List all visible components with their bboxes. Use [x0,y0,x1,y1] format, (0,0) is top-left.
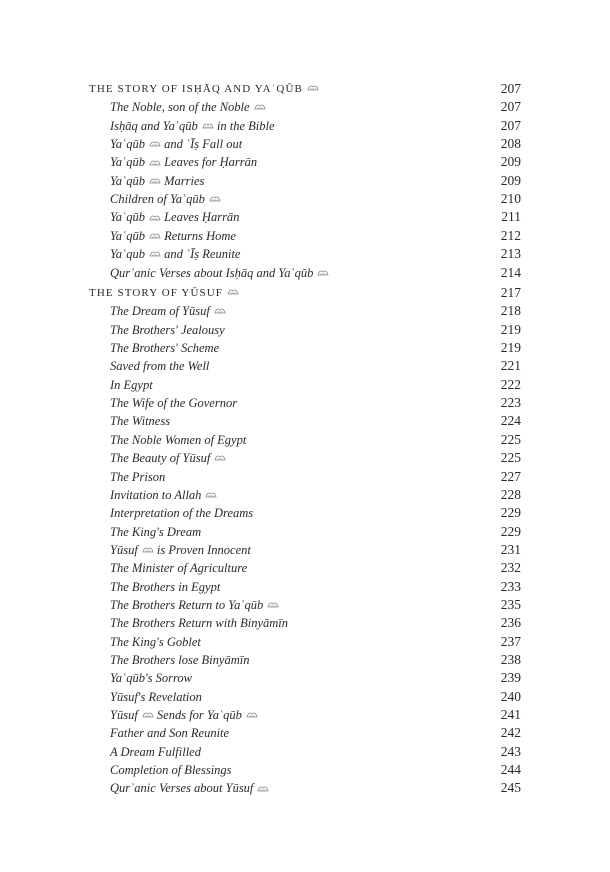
toc-entry[interactable] [0,190,610,208]
toc-entry-page-number: 221 [500,358,521,374]
honorific-glyph-icon [254,103,266,111]
honorific-glyph-icon [267,601,279,609]
toc-entry-title: The King's Dream [110,524,202,539]
toc-entry[interactable] [0,412,610,430]
toc-entry-title: Yaʿqūb Marries [110,173,205,188]
toc-entry-page-number: 238 [500,652,521,667]
toc-entry-page-number: 222 [500,376,521,392]
toc-entry-page-number: 232 [500,560,521,576]
toc-section-heading[interactable] [0,80,610,98]
toc-entry[interactable] [0,706,610,724]
honorific-glyph-icon [214,454,226,462]
toc-entry-title: The Dream of Yūsuf [110,302,226,320]
toc-entry-page-number: 231 [500,541,521,557]
honorific-glyph-icon [142,711,154,719]
honorific-glyph-icon [149,214,161,222]
toc-entry-title: Children of Yaʿqūb [110,190,221,208]
toc-entry-title: The Brothers lose Binyāmīn [110,653,250,667]
toc-entry-title: Yūsuf Sends for Yaʿqūb [110,706,258,724]
honorific-glyph-icon [246,711,258,719]
toc-entry[interactable] [0,172,610,190]
toc-entry-page-number: 239 [500,670,521,686]
toc-entry[interactable] [0,468,610,486]
honorific-glyph-icon [205,491,217,499]
toc-entry-title: Yūsuf's Revelation [110,689,202,704]
toc-entry[interactable] [0,227,610,245]
toc-entry-page-number: 224 [500,413,521,429]
honorific-glyph-icon [202,122,214,130]
toc-entry-page-number: 233 [500,578,521,594]
honorific-glyph-icon [307,84,319,92]
toc-entry-page-number: 209 [500,154,521,170]
honorific-glyph-icon [227,288,239,296]
toc-entry-title: Interpretation of the Dreams [110,506,254,521]
honorific-glyph-icon [257,785,269,793]
toc-entry-title: The Noble Women of Egypt [110,432,247,447]
toc-entry-title: The King's Goblet [110,634,201,649]
toc-entry-page-number: 209 [500,172,521,188]
toc-entry-title: The Noble, son of the Noble [110,98,266,116]
toc-entry-page-number: 227 [500,468,521,484]
toc-entry[interactable] [0,321,610,339]
toc-entry-title: The Beauty of Yūsuf [110,449,226,467]
honorific-glyph-icon [142,546,154,554]
toc-entry-page-number: 223 [500,395,521,411]
toc-entry-page-number: 229 [500,523,521,539]
toc-entry-title: Isḥāq and Yaʿqūb in the Bible [110,118,275,133]
toc-entry-title: Father and Son Reunite [110,726,230,741]
toc-entry-page-number: 228 [500,486,521,502]
toc-entry[interactable] [0,208,610,226]
toc-entry-page-number: 244 [500,762,521,778]
toc-entry[interactable] [0,633,610,651]
toc-entry-title: Yaʿqūb Returns Home [110,228,236,243]
toc-entry-page-number: 219 [500,321,521,337]
section-title: THE STORY OF ISḤĀQ AND YAʿQŪB [89,80,319,98]
toc-entry-page-number: 241 [500,707,521,723]
toc-section-heading[interactable] [0,284,610,302]
toc-entry-title: The Minister of Agriculture [110,561,248,576]
toc-entry-title: The Brothers' Scheme [110,341,220,356]
toc-entry[interactable] [0,614,610,632]
honorific-glyph-icon [149,177,161,185]
toc-entry-title: The Prison [110,469,166,484]
toc-entry-page-number: 207 [500,99,521,115]
toc-entry-page-number: 225 [500,431,521,447]
toc-entry-page-number: 242 [500,725,521,741]
toc-entry[interactable] [0,559,610,577]
honorific-glyph-icon [209,195,221,203]
toc-entry-title: Yaʿqūb Leaves Ḥarrān [110,210,240,225]
toc-entry-page-number: 211 [501,209,521,225]
toc-entry-page-number: 240 [500,688,521,704]
toc-entry[interactable] [0,523,610,541]
toc-entry[interactable] [0,302,610,320]
toc-entry[interactable] [0,761,610,779]
toc-entry-title: The Brothers Return to Yaʿqūb [110,596,279,614]
toc-entry-page-number: 210 [500,191,521,207]
toc-entry[interactable] [0,541,610,559]
section-page-number: 217 [500,285,521,300]
toc-entry-title: Yaʿqub and ʿĪṣ Reunite [110,247,241,262]
toc-entry[interactable] [0,596,610,614]
honorific-glyph-icon [149,232,161,240]
toc-entry[interactable] [0,357,610,375]
toc-entry-title: Qurʾanic Verses about Isḥāq and Yaʿqūb [110,264,329,282]
toc-entry[interactable] [0,98,610,116]
honorific-glyph-icon [214,307,226,315]
toc-entry-page-number: 243 [500,743,521,759]
honorific-glyph-icon [149,159,161,167]
section-title: THE STORY OF YŪSUF [89,284,239,302]
toc-entry-page-number: 208 [500,136,521,152]
toc-entry[interactable] [0,449,610,467]
toc-entry[interactable] [0,651,610,669]
toc-entry-title: Yūsuf is Proven Innocent [110,542,251,557]
toc-entry[interactable] [0,743,610,761]
toc-entry-page-number: 213 [500,246,521,262]
toc-entry[interactable] [0,578,610,596]
toc-entry[interactable] [0,117,610,135]
section-page-number: 207 [500,81,521,96]
toc-entry[interactable] [0,688,610,706]
toc-entry-title: A Dream Fulfilled [110,744,201,759]
toc-entry-title: Saved from the Well [110,359,210,374]
toc-entry-title: Yaʿqūb's Sorrow [110,671,192,686]
toc-entry-page-number: 235 [500,596,521,612]
toc-entry-page-number: 214 [500,264,521,280]
toc-entry[interactable] [0,153,610,171]
toc-entry-page-number: 229 [500,505,521,521]
toc-entry[interactable] [0,376,610,394]
toc-entry-title: The Wife of the Governor [110,396,238,411]
toc-entry-page-number: 237 [500,633,521,649]
toc-entry[interactable] [0,779,610,797]
honorific-glyph-icon [149,140,161,148]
toc-entry[interactable] [0,669,610,687]
toc-entry[interactable] [0,504,610,522]
toc-entry-title: The Brothers' Jealousy [110,322,225,337]
toc-entry-title: Qurʾanic Verses about Yūsuf [110,779,269,797]
toc-entry-page-number: 236 [500,615,521,631]
toc-entry[interactable] [0,486,610,504]
toc-entry[interactable] [0,431,610,449]
toc-entry-title: Invitation to Allah [110,486,217,504]
toc-entry[interactable] [0,135,610,153]
toc-entry-title: Yaʿqūb and ʿĪṣ Fall out [110,137,243,152]
toc-entry-title: Completion of Blessings [110,763,232,778]
toc-entry[interactable] [0,394,610,412]
toc-entry-title: In Egypt [110,377,153,392]
toc-entry[interactable] [0,339,610,357]
toc-entry[interactable] [0,724,610,742]
toc-entry-title: The Brothers in Egypt [110,579,221,594]
toc-entry-page-number: 218 [500,303,521,319]
toc-entry-page-number: 245 [500,780,521,796]
toc-entry-title: The Brothers Return with Binyāmīn [110,616,288,631]
toc-entry[interactable] [0,245,610,263]
honorific-glyph-icon [317,269,329,277]
toc-entry-page-number: 207 [500,117,521,133]
toc-entry-page-number: 225 [500,450,521,466]
toc-entry-page-number: 219 [500,340,521,356]
honorific-glyph-icon [149,250,161,258]
toc-entry-title: Yaʿqūb Leaves for Ḥarrān [110,155,258,170]
toc-entry-page-number: 212 [500,227,521,243]
toc-entry-title: The Witness [110,414,171,429]
toc-entry[interactable] [0,264,610,282]
